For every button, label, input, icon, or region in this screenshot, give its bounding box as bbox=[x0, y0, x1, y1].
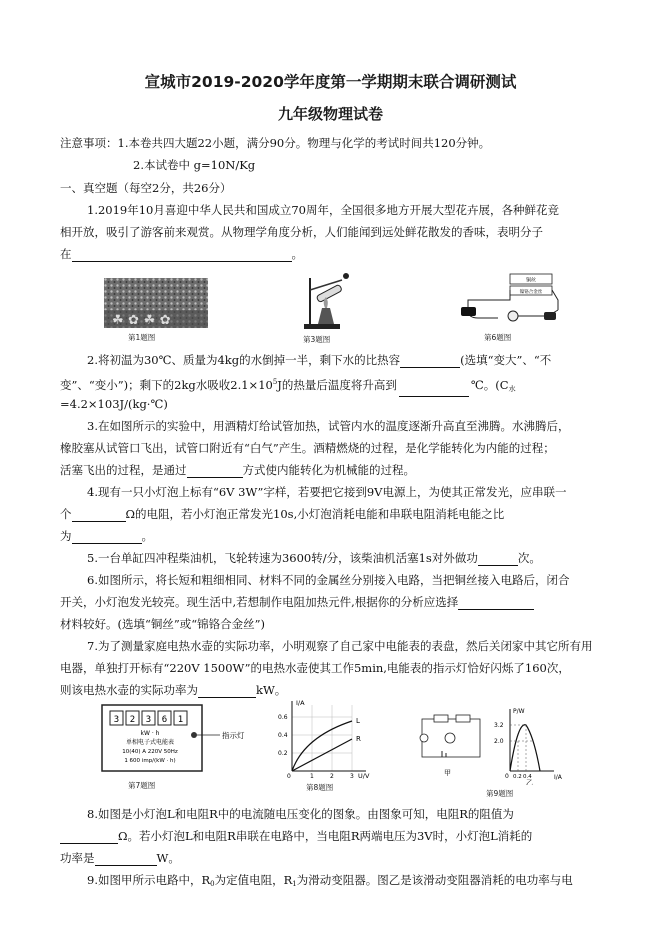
svg-text:☘ ✿ ☘ ✿: ☘ ✿ ☘ ✿ bbox=[112, 313, 171, 328]
q3-line-2: 橡胶塞从试管口飞出，试管口附近有“白气”产生。酒精燃烧的过程，是化学能转化为内能的过程； bbox=[60, 441, 555, 455]
notes-prefix: 注意事项： bbox=[60, 136, 118, 150]
meter-rating: 10(40) A 220V 50Hz bbox=[122, 749, 178, 755]
q3-line-3 bbox=[60, 462, 415, 478]
fig9-xtick-0.4: 0.4 bbox=[523, 774, 532, 780]
fig7-caption: 第7题图 bbox=[128, 781, 156, 790]
notes-item-2: 2.本试卷中 g=10N/Kg bbox=[133, 158, 256, 172]
q2-blank-2 bbox=[399, 384, 469, 397]
fig8-curve-L bbox=[292, 721, 352, 771]
fig3-test-tube-apparatus bbox=[292, 270, 357, 332]
fig6-circuit bbox=[458, 270, 568, 326]
fig8-xtick-1: 1 bbox=[310, 773, 314, 779]
q2-line-2 bbox=[60, 374, 516, 397]
q8-line-3-b: W。 bbox=[156, 851, 180, 865]
fig8-caption: 第8题图 bbox=[306, 783, 334, 792]
fig6-caption: 第6题图 bbox=[484, 333, 512, 342]
q4-line-2-a: 个 bbox=[60, 507, 72, 521]
fig8-ytick-0.2: 0.2 bbox=[278, 750, 288, 757]
q2-line-2-b: J的热量后温度将升高到 bbox=[277, 378, 397, 392]
notes-line-1 bbox=[60, 135, 490, 151]
fig8-xtick-0: 0 bbox=[287, 773, 291, 779]
fig9-left-label: 甲 bbox=[444, 769, 451, 777]
meter-digit-4: 6 bbox=[161, 715, 168, 725]
q7-line-2: 电器，单独打开标有“220V 1500W”的电热水壶使其工作5min,电能表的指示灯恰好闪烁了160次， bbox=[60, 661, 570, 675]
q1-line-3 bbox=[60, 246, 303, 262]
q3-line-3-a: 活塞飞出的过程，是通过 bbox=[60, 463, 187, 477]
q1-prefix: 在 bbox=[60, 247, 72, 261]
q5-line-1-b: 次。 bbox=[517, 551, 541, 565]
fig9-y-axis-label: P/W bbox=[513, 708, 525, 715]
q7-line-3 bbox=[60, 682, 286, 698]
meter-name: 单相电子式电能表 bbox=[125, 739, 175, 746]
meter-indicator-light bbox=[191, 732, 197, 738]
q2-line-2-c: ℃。(C bbox=[470, 378, 509, 392]
fig9-circuit bbox=[420, 715, 480, 757]
q8-blank-1 bbox=[60, 831, 118, 844]
fig7-energy-meter bbox=[100, 703, 270, 773]
q9-sub-1: 1 bbox=[292, 880, 297, 888]
fig6-label-nichrome: 镍铬合金丝 bbox=[519, 290, 543, 295]
q5-line-1-a: 5.一台单缸四冲程柴油机，飞轮转速为3600转/分，该柴油机活塞1s对外做功 bbox=[87, 551, 478, 565]
q7-line-1: 7.为了测量家庭电热水壶的实际功率，小明观察了自己家中电能表的表盘，然后关闭家中其它所有用 bbox=[87, 639, 593, 653]
q1-suffix: 。 bbox=[291, 247, 303, 261]
q8-line-2 bbox=[60, 828, 532, 844]
q2-line-3: =4.2×103J/(kg·℃) bbox=[60, 397, 168, 411]
fig9-ytick-2.0: 2.0 bbox=[494, 738, 504, 745]
q4-line-2-b: Ω的电阻，若小灯泡正常发光10s,小灯泡消耗电能和串联电阻消耗电能之比 bbox=[125, 507, 505, 521]
q6-blank bbox=[458, 597, 534, 610]
meter-digit-2: 2 bbox=[129, 715, 136, 725]
q9-line-1 bbox=[87, 872, 573, 892]
q2-line-1-a: 2.将初温为30℃、质量为4kg的水倒掉一半，剩下水的比热容 bbox=[87, 353, 401, 367]
q4-line-2 bbox=[60, 506, 504, 522]
meter-constant: 1 600 imp/(kW · h) bbox=[124, 758, 176, 764]
q2-line-1-b: (选填“变大”、“不 bbox=[460, 353, 552, 367]
q6-line-1: 6.如图所示，将长短和粗细相同、材料不同的金属丝分别接入电路，当把铜丝接入电路后，闭合 bbox=[87, 573, 570, 587]
fig6-label-copper: 铜丝 bbox=[525, 277, 537, 284]
fig8-iu-graph bbox=[276, 697, 376, 779]
q7-line-3-a: 则该电热水壶的实际功率为 bbox=[60, 683, 198, 697]
q1-line-1: 1.2019年10月喜迎中华人民共和国成立70周年，全国很多地方开展大型花卉展，各种鲜花竞 bbox=[87, 203, 560, 217]
q8-line-1: 8.如图是小灯泡L和电阻R中的电流随电压变化的图象。由图象可知，电阻R的阻值为 bbox=[87, 807, 514, 821]
q6-line-2 bbox=[60, 594, 534, 610]
q2-line-1 bbox=[87, 352, 551, 368]
q8-line-3 bbox=[60, 850, 180, 866]
q4-line-3-b: 。 bbox=[141, 529, 153, 543]
section-1-heading: 一、真空题（每空2分，共26分） bbox=[60, 181, 232, 195]
fig1-caption: 第1题图 bbox=[128, 333, 156, 342]
fig8-xtick-2: 2 bbox=[330, 773, 334, 779]
indicator-label: 指示灯 bbox=[222, 731, 245, 740]
q4-line-3-a: 为 bbox=[60, 529, 72, 543]
fig8-ytick-0.4: 0.4 bbox=[278, 732, 288, 739]
q8-blank-2 bbox=[95, 853, 157, 866]
q9-sub-0: 0 bbox=[210, 880, 215, 888]
q2-subscript: 水 bbox=[508, 385, 516, 393]
q2-blank-1 bbox=[400, 355, 460, 368]
paper-subtitle: 九年级物理试卷 bbox=[277, 105, 383, 123]
q5-line-1 bbox=[87, 550, 541, 566]
fig9-xtick-0: 0 bbox=[505, 773, 509, 780]
q4-line-1: 4.现有一只小灯泡上标有“6V 3W”字样，若要把它接到9V电源上，为使其正常发光，应串联一 bbox=[87, 485, 567, 499]
fig8-curve-L-label: L bbox=[356, 717, 360, 725]
q3-line-1: 3.在如图所示的实验中，用酒精灯给试管加热，试管内水的温度逐渐升高直至沸腾。水沸腾后， bbox=[87, 419, 570, 433]
fig9-circuit-and-graph bbox=[414, 703, 564, 785]
fig1-flower-photo bbox=[104, 278, 208, 328]
fig3-caption: 第3题图 bbox=[303, 335, 331, 344]
fig8-curve-R-label: R bbox=[356, 735, 361, 743]
fig8-y-axis-label: I/A bbox=[296, 699, 305, 707]
paper-title: 宣城市2019-2020学年度第一学期期末联合调研测试 bbox=[144, 73, 517, 91]
q1-answer-blank bbox=[72, 249, 292, 262]
fig9-caption: 第9题图 bbox=[486, 789, 514, 798]
q4-line-3 bbox=[60, 528, 153, 544]
q9-line-1-c: 为滑动变阻器。图乙是该滑动变阻器消耗的电功率与电 bbox=[296, 873, 573, 887]
q2-line-2-a: 变”、“变小”)；剩下的2kg水吸收2.1×10 bbox=[60, 378, 273, 392]
meter-digit-5: 1 bbox=[177, 715, 184, 725]
fig9-power-graph bbox=[510, 709, 554, 771]
notes-item-1: 1.本卷共四大题22小题，满分90分。物理与化学的考试时间共120分钟。 bbox=[117, 136, 491, 150]
q8-line-2-b: Ω。若小灯泡L和电阻R串联在电路中，当电阻R两端电压为3V时，小灯泡L消耗的 bbox=[118, 829, 533, 843]
q4-blank-1 bbox=[72, 509, 126, 522]
q9-line-1-a: 9.如图甲所示电路中，R bbox=[87, 873, 211, 887]
q1-line-2: 相开放，吸引了游客前来观赏。从物理学角度分析，人们能闻到远处鲜花散发的香味，表明分子 bbox=[60, 225, 543, 239]
meter-digit-1: 3 bbox=[113, 715, 120, 725]
q3-line-3-b: 方式使内能转化为机械能的过程。 bbox=[242, 463, 415, 477]
q8-line-3-a: 功率是 bbox=[60, 851, 95, 865]
q9-line-1-b: 为定值电阻，R bbox=[214, 873, 293, 887]
q3-blank bbox=[187, 465, 243, 478]
q7-blank bbox=[198, 685, 256, 698]
fig9-ytick-3.2: 3.2 bbox=[494, 722, 504, 729]
fig9-xtick-0.2: 0.2 bbox=[513, 774, 522, 780]
fig9-right-label: 乙 bbox=[526, 779, 533, 785]
q5-blank bbox=[478, 553, 518, 566]
meter-unit: kW · h bbox=[140, 730, 160, 737]
fig8-xtick-3: 3 bbox=[350, 773, 354, 779]
fig8-x-axis-label: U/V bbox=[358, 772, 370, 779]
fig9-x-axis-label: I/A bbox=[554, 774, 562, 781]
fig8-ytick-0.6: 0.6 bbox=[278, 714, 288, 721]
q6-line-3: 材料较好。(选填“铜丝”或“锦铬合金丝”) bbox=[60, 617, 265, 631]
q2-exponent: 5 bbox=[272, 378, 278, 386]
q6-line-2-text: 开关，小灯泡发光较亮。现生活中,若想制作电阻加热元件,根据你的分析应选择 bbox=[60, 595, 459, 609]
q4-blank-2 bbox=[72, 531, 142, 544]
q7-line-3-b: kW。 bbox=[256, 683, 287, 697]
meter-digit-3: 3 bbox=[145, 715, 152, 725]
